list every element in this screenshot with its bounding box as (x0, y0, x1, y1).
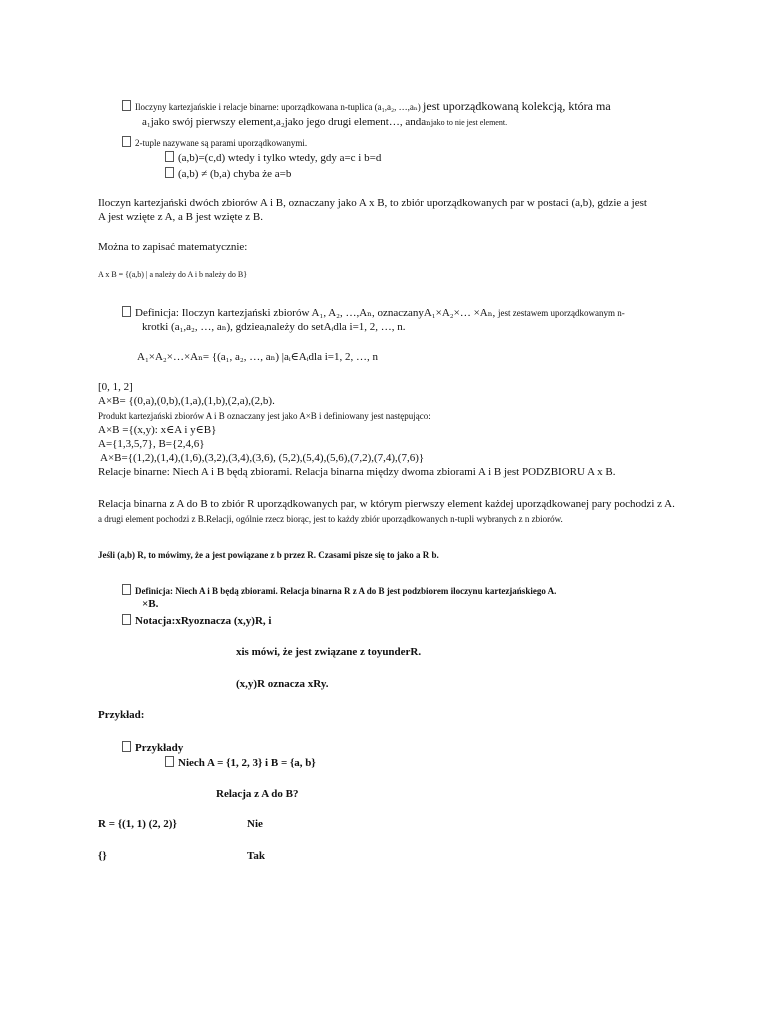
example-line: A×B ={(x,y): x∈A i y∈B} (98, 424, 217, 436)
section-heading: Przykład: (98, 709, 145, 721)
example-line: Produkt kartezjański zbiorów A i B oznaczany jest jako A×B i definiowany jest następująco: (98, 411, 431, 421)
relation-answer: Tak (247, 850, 265, 862)
bullet-box-icon (122, 100, 131, 111)
definition-bullet: Definicja: Iloczyn kartezjański zbiorów A₁, A₂, …,Aₙ, oznaczanyA₁×A₂×… ×Aₙ, jest zestawem uporządkowanym n- (122, 306, 625, 320)
relation-example: {} (98, 850, 107, 862)
notation-line: (x,y)R oznacza xRy. (236, 678, 329, 690)
bullet-box-icon (122, 584, 131, 595)
example-line: [0, 1, 2] (98, 381, 133, 393)
bullet-continuation: a₁jako swój pierwszy element,a₂jako jego drugi element…, andaₙjako to nie jest element. (142, 116, 508, 128)
notation-line: xis mówi, że jest związane z toyunderR. (236, 646, 422, 658)
paragraph-line: a drugi element pochodzi z B.Relacji, ogólnie rzecz biorąc, jest to każdy zbiór uporządkowanych n-tupli wybranych z n zbiorów. (98, 514, 563, 524)
notation-bullet: Notacja:xRyoznacza (x,y)R, i (122, 614, 271, 628)
bullet-item: Iloczyny kartezjańskie i relacje binarne: uporządkowana n-tuplica (a₁,a₂, …,aₙ) jest uporządkowaną kolekcją, która ma (122, 100, 611, 114)
example-line: A={1,3,5,7}, B={2,4,6} (98, 438, 205, 450)
definition-continuation: ×B. (142, 598, 159, 610)
paragraph-line: A jest wzięte z A, a B jest wzięte z B. (98, 211, 263, 223)
example-sub-bullet: Niech A = {1, 2, 3} i B = {a, b} (165, 756, 316, 770)
paragraph-line: Relacja binarna z A do B to zbiór R uporządkowanych par, w którym pierwszy element każdej uporządkowanej pary pochodzi z A. (98, 498, 675, 510)
formula-line: A x B = {(a,b) | a należy do A i b należy do B} (98, 270, 248, 279)
paragraph-line: Można to zapisać matematycznie: (98, 241, 248, 253)
formula-line: A₁×A₂×…×Aₙ= {(a₁, a₂, …, aₙ) |aᵢ∈Aᵢdla i=1, 2, …, n (137, 351, 378, 363)
bold-paragraph: Jeśli (a,b) R, to mówimy, że a jest powiązane z b przez R. Czasami pisze się to jako a R b. (98, 550, 439, 560)
bullet-box-icon (165, 756, 174, 767)
bullet-box-icon (165, 167, 174, 178)
sub-bullet-item: (a,b)=(c,d) wtedy i tylko wtedy, gdy a=c i b=d (165, 151, 381, 165)
bullet-box-icon (122, 306, 131, 317)
bullet-item: 2-tuple nazywane są parami uporządkowanymi. (122, 136, 307, 148)
relation-answer: Nie (247, 818, 263, 830)
relation-example: R = {(1, 1) (2, 2)} (98, 818, 177, 830)
example-line: Relacje binarne: Niech A i B będą zbiorami. Relacja binarna między dwoma zbiorami A i B jest PODZBIORU A x B. (98, 466, 616, 478)
paragraph-line: Iloczyn kartezjański dwóch zbiorów A i B, oznaczany jako A x B, to zbiór uporządkowanych par w postaci (a,b), gdzie a jest (98, 197, 647, 209)
sub-bullet-item: (a,b) ≠ (b,a) chyba że a=b (165, 167, 291, 181)
bullet-box-icon (122, 614, 131, 625)
example-bullet: Przykłady (122, 741, 183, 755)
bullet-box-icon (122, 136, 131, 147)
question-line: Relacja z A do B? (216, 788, 299, 800)
example-line: A×B= {(0,a),(0,b),(1,a),(1,b),(2,a),(2,b). (98, 395, 275, 407)
bullet-box-icon (165, 151, 174, 162)
definition-continuation: krotki (a₁,a₂, …, aₙ), gdzieaᵢnależy do setAᵢdla i=1, 2, …, n. (142, 321, 406, 333)
definition-bullet: Definicja: Niech A i B będą zbiorami. Relacja binarna R z A do B jest podzbiorem iloczynu kartezjańskiego A. (122, 584, 556, 596)
example-line: A×B={(1,2),(1,4),(1,6),(3,2),(3,4),(3,6), (5,2),(5,4),(5,6),(7,2),(7,4),(7,6)} (100, 452, 425, 464)
bullet-box-icon (122, 741, 131, 752)
